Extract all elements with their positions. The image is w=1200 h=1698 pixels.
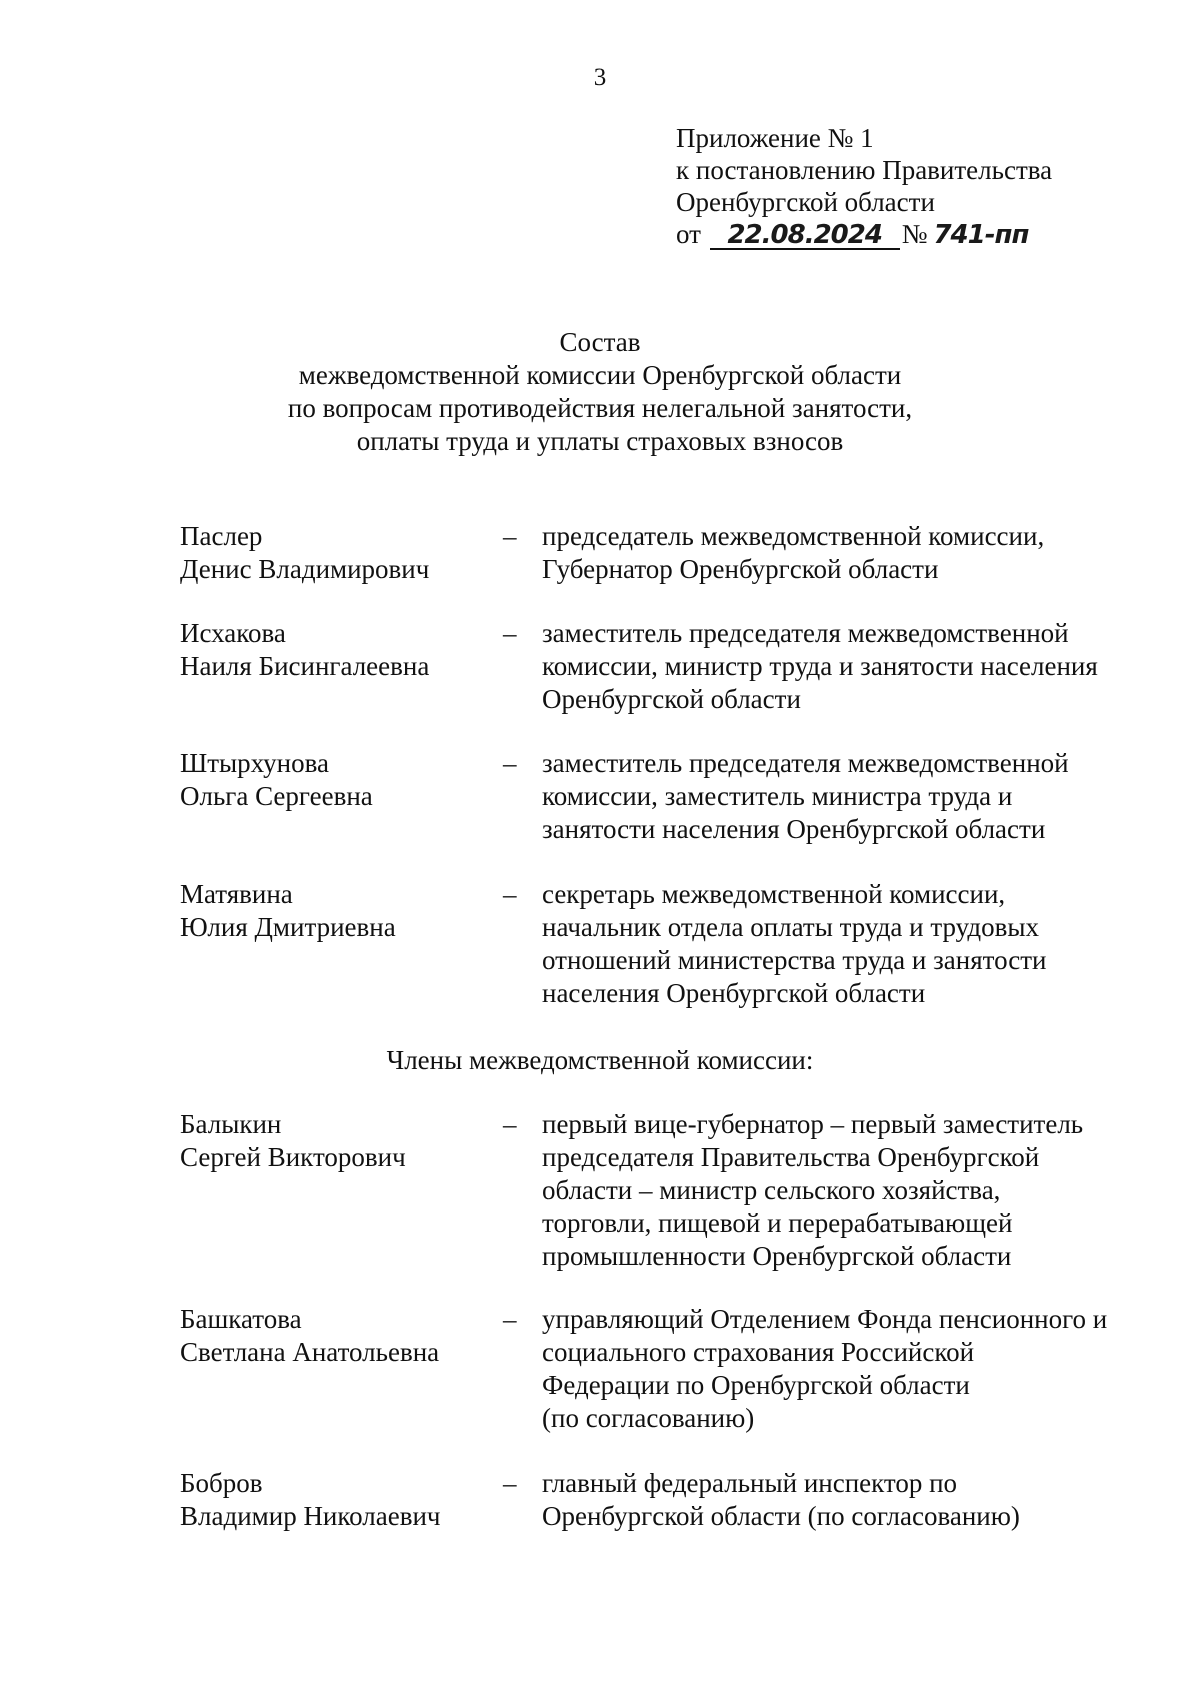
person-name xyxy=(180,520,480,586)
person-name xyxy=(180,1108,480,1174)
role-line: заместитель председателя межведомственной xyxy=(542,748,1069,778)
from-label: от xyxy=(676,219,701,249)
person-given-name: Сергей Викторович xyxy=(180,1142,406,1172)
role-line: Губернатор Оренбургской области xyxy=(542,554,939,584)
person-name xyxy=(180,617,480,683)
role-line: Федерации по Оренбургской области xyxy=(542,1370,970,1400)
members-heading: Члены межведомственной комиссии: xyxy=(386,1045,814,1075)
person-name xyxy=(180,1467,480,1533)
person-surname: Башкатова xyxy=(180,1304,302,1334)
person-given-name: Юлия Дмитриевна xyxy=(180,912,396,942)
dash-separator: – xyxy=(503,879,517,909)
person-given-name: Ольга Сергеевна xyxy=(180,781,373,811)
title-line: Состав xyxy=(559,327,641,357)
role-line: управляющий Отделением Фонда пенсионного и xyxy=(542,1304,1108,1334)
appendix-date-line xyxy=(676,218,1052,250)
appendix-header xyxy=(676,122,1052,250)
role-line: торговли, пищевой и перерабатывающей xyxy=(542,1208,1013,1238)
person-surname: Балыкин xyxy=(180,1109,282,1139)
role-line: (по согласованию) xyxy=(542,1403,755,1433)
role-line: населения Оренбургской области xyxy=(542,978,926,1008)
person-given-name: Светлана Анатольевна xyxy=(180,1337,440,1367)
dash-separator: – xyxy=(503,748,517,778)
person-given-name: Денис Владимирович xyxy=(180,554,430,584)
page-number: 3 xyxy=(593,64,607,91)
person-given-name: Наиля Бисингалеевна xyxy=(180,651,430,681)
title-line: межведомственной комиссии Оренбургской области xyxy=(298,360,902,390)
role-line: комиссии, заместитель министра труда и xyxy=(542,781,1013,811)
role-line: отношений министерства труда и занятости xyxy=(542,945,1047,975)
role-line: председатель межведомственной комиссии, xyxy=(542,521,1045,551)
dash-separator: – xyxy=(503,1304,517,1334)
dash-separator: – xyxy=(503,618,517,648)
role-line: начальник отдела оплаты труда и трудовых xyxy=(542,912,1040,942)
person-surname: Матявина xyxy=(180,879,293,909)
role-line: Оренбургской области xyxy=(542,684,801,714)
role-line: первый вице-губернатор – первый заместитель xyxy=(542,1109,1084,1139)
title-line: по вопросам противодействия нелегальной занятости, xyxy=(287,393,913,423)
dash-separator: – xyxy=(503,521,517,551)
person-role xyxy=(542,1467,1162,1533)
person-name xyxy=(180,1303,480,1369)
person-role xyxy=(542,617,1162,716)
role-line: заместитель председателя межведомственной xyxy=(542,618,1069,648)
person-surname: Штырхунова xyxy=(180,748,329,778)
resolution-number: 741-пп xyxy=(933,220,1029,250)
person-role xyxy=(542,520,1162,586)
person-surname: Паслер xyxy=(180,521,263,551)
person-role xyxy=(542,747,1162,846)
role-line: промышленности Оренбургской области xyxy=(542,1241,1012,1271)
title-line: оплаты труда и уплаты страховых взносов xyxy=(356,426,844,456)
role-line: занятости населения Оренбургской области xyxy=(542,814,1046,844)
dash-separator: – xyxy=(503,1109,517,1139)
role-line: председателя Правительства Оренбургской xyxy=(542,1142,1040,1172)
number-label: № xyxy=(901,219,928,249)
role-line: социального страхования Российской xyxy=(542,1337,975,1367)
appendix-title: Приложение № 1 xyxy=(676,123,874,153)
dash-separator: – xyxy=(503,1468,517,1498)
role-line: области – министр сельского хозяйства, xyxy=(542,1175,1001,1205)
person-role xyxy=(542,1108,1162,1273)
document-title xyxy=(0,326,1200,458)
role-line: секретарь межведомственной комиссии, xyxy=(542,879,1006,909)
person-name xyxy=(180,747,480,813)
role-line: Оренбургской области (по согласованию) xyxy=(542,1501,1020,1531)
role-line: комиссии, министр труда и занятости населения xyxy=(542,651,1098,681)
person-name xyxy=(180,878,480,944)
person-surname: Бобров xyxy=(180,1468,263,1498)
role-line: главный федеральный инспектор по xyxy=(542,1468,958,1498)
person-role xyxy=(542,878,1162,1010)
appendix-region: Оренбургской области xyxy=(676,187,935,217)
person-given-name: Владимир Николаевич xyxy=(180,1501,441,1531)
person-role xyxy=(542,1303,1162,1435)
person-surname: Исхакова xyxy=(180,618,286,648)
appendix-reference: к постановлению Правительства xyxy=(676,155,1053,185)
resolution-date: 22.08.2024 xyxy=(710,222,900,250)
